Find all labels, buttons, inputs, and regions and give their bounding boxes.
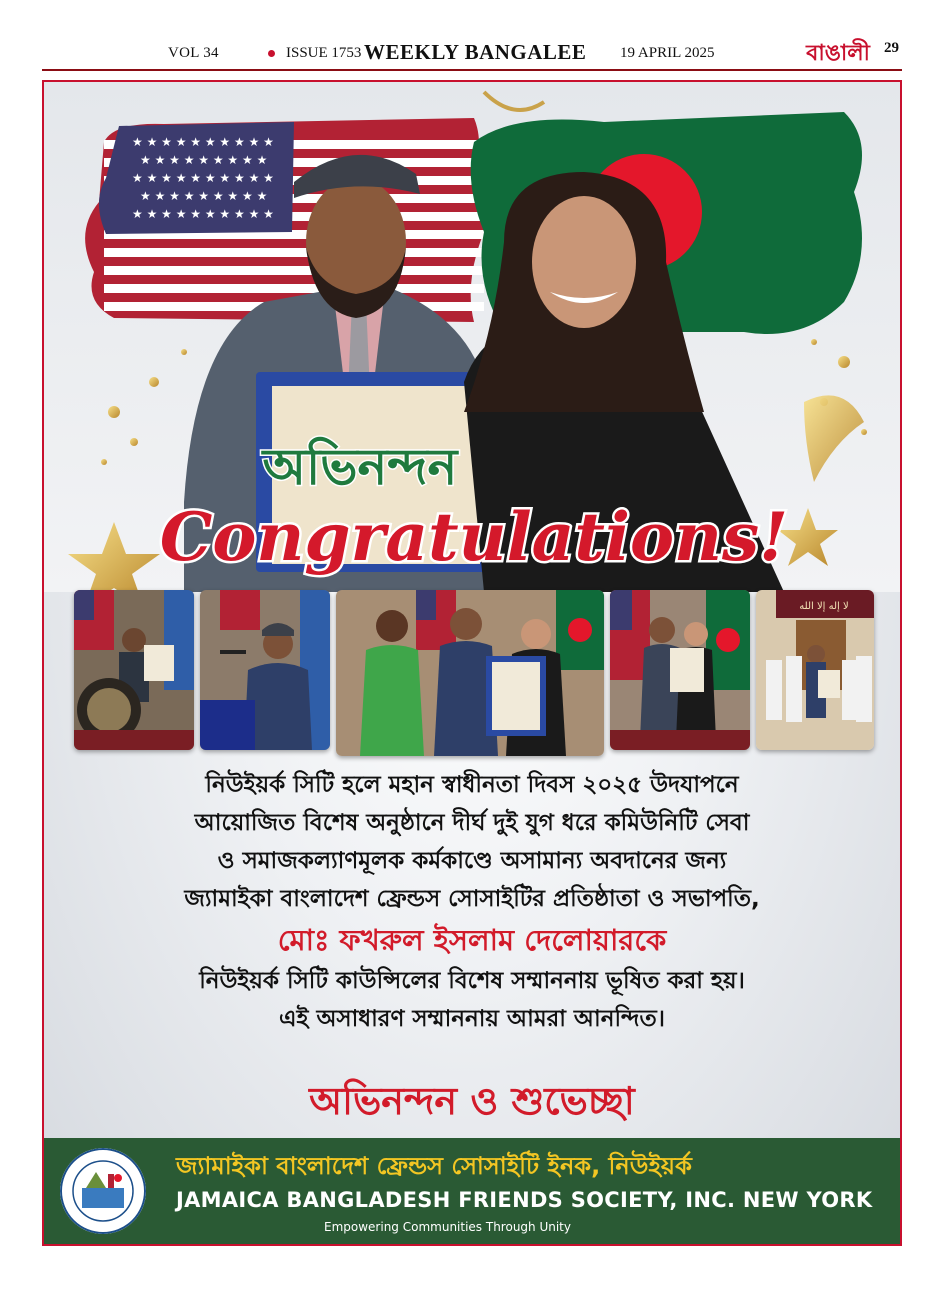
separator-dot bbox=[268, 50, 275, 57]
event-photo-row bbox=[74, 590, 874, 756]
page-number: 29 bbox=[884, 40, 899, 56]
header-rule bbox=[42, 69, 902, 71]
photo-speech bbox=[200, 590, 330, 750]
bangalee-logo bbox=[798, 36, 878, 68]
photo-flags-pair bbox=[610, 590, 750, 750]
body-line-2: আয়োজিত বিশেষ অনুষ্ঠানে দীর্ঘ দুই যুগ ধরে কমিউনিটি সেবা bbox=[194, 810, 750, 836]
congratulations-advert bbox=[42, 80, 902, 1246]
svg-text:★ ★ ★ ★ ★ ★ ★ ★ ★ ★: ★ ★ ★ ★ ★ ★ ★ ★ ★ ★ bbox=[132, 207, 274, 221]
announcement-text bbox=[44, 766, 900, 1038]
svg-text:★ ★ ★ ★ ★ ★ ★ ★ ★ ★: ★ ★ ★ ★ ★ ★ ★ ★ ★ ★ bbox=[132, 135, 274, 149]
org-name-bengali: জ্যামাইকা বাংলাদেশ ফ্রেন্ডস সোসাইটি ইনক, নিউইয়র্ক bbox=[176, 1152, 692, 1180]
photo-mosque-group bbox=[756, 590, 874, 750]
us-flag-graphic bbox=[85, 118, 484, 322]
volume-label: VOL 34 bbox=[168, 45, 219, 61]
issue-label: ISSUE 1753 bbox=[286, 45, 362, 61]
org-tagline: Empowering Communities Through Unity bbox=[324, 1220, 571, 1234]
newspaper-header bbox=[42, 36, 902, 70]
mosque-banner-text: لا إله إلا الله bbox=[799, 601, 849, 612]
photo-group-certificate bbox=[336, 590, 604, 756]
body-line-3: ও সমাজকল্যাণমূলক কর্মকাণ্ডে অসামান্য অবদানের জন্য bbox=[217, 848, 727, 874]
photo-podium-seal bbox=[74, 590, 194, 750]
svg-text:★ ★ ★ ★ ★ ★ ★ ★ ★ ★: ★ ★ ★ ★ ★ ★ ★ ★ ★ ★ bbox=[132, 171, 274, 185]
svg-text:★ ★ ★ ★ ★ ★ ★ ★ ★: ★ ★ ★ ★ ★ ★ ★ ★ ★ bbox=[140, 189, 268, 203]
body-line-4: জ্যামাইকা বাংলাদেশ ফ্রেন্ডস সোসাইটির প্রতিষ্ঠাতা ও সভাপতি, bbox=[184, 886, 760, 912]
honoree-name: মোঃ ফখরুল ইসলাম দেলোয়ারকে bbox=[277, 923, 667, 957]
closing-line-2: এই অসাধারণ সম্মাননায় আমরা আনন্দিত। bbox=[278, 1006, 665, 1032]
body-line-1: নিউইয়র্ক সিটি হলে মহান স্বাধীনতা দিবস ২০২৫ উদযাপনে bbox=[205, 772, 739, 798]
closing-line-1: নিউইয়র্ক সিটি কাউন্সিলের বিশেষ সম্মাননায় ভূষিত করা হয়। bbox=[199, 968, 745, 994]
greeting-bengali: অভিনন্দন bbox=[262, 438, 458, 496]
org-name-english: JAMAICA BANGLADESH FRIENDS SOCIETY, INC. NEW YORK bbox=[176, 1188, 873, 1212]
paper-name: WEEKLY BANGALEE bbox=[364, 40, 587, 64]
svg-text:★ ★ ★ ★ ★ ★ ★ ★ ★: ★ ★ ★ ★ ★ ★ ★ ★ ★ bbox=[140, 153, 268, 167]
hero-photo bbox=[44, 82, 900, 592]
wishes-heading: অভিনন্দন ও শুভেচ্ছা bbox=[309, 1079, 635, 1123]
organization-footer bbox=[44, 1138, 900, 1246]
logo-text: বাঙালী bbox=[806, 41, 870, 66]
society-seal-icon bbox=[60, 1148, 146, 1234]
greeting-english: Congratulations! bbox=[159, 498, 789, 576]
issue-date: 19 APRIL 2025 bbox=[620, 45, 715, 61]
